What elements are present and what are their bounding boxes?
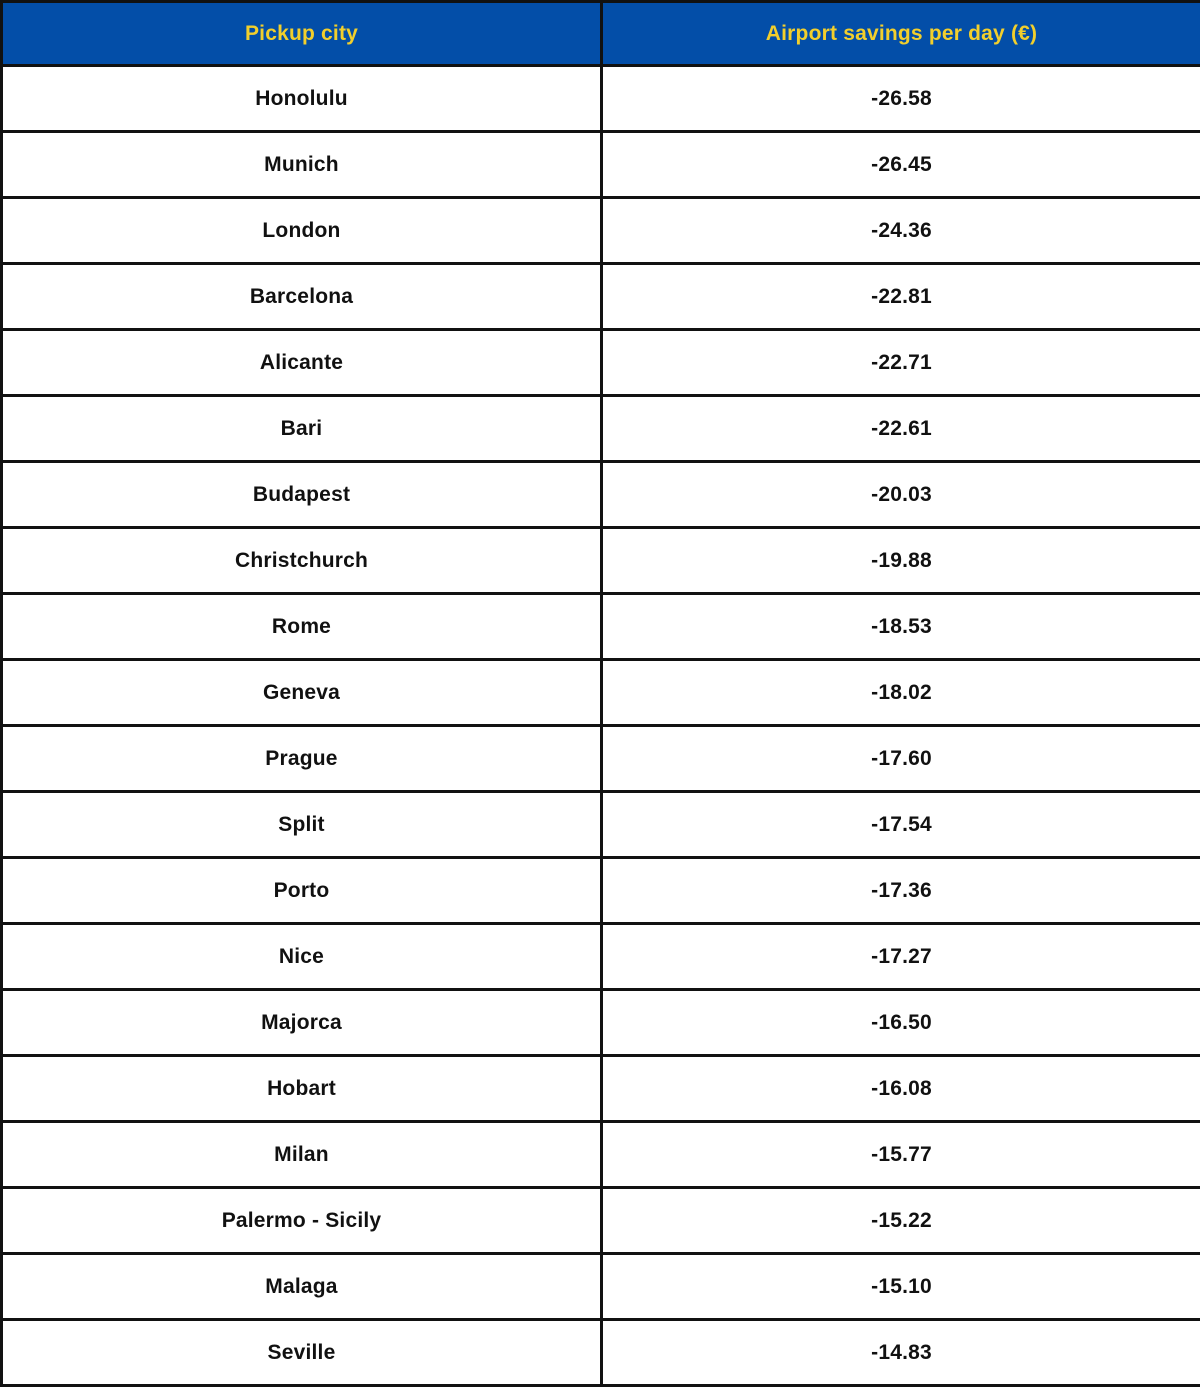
table-body — [2, 66, 1200, 1386]
airport-savings-cell: -17.54 — [602, 792, 1200, 858]
airport-savings-cell: -19.88 — [602, 528, 1200, 594]
pickup-city-cell: Alicante — [2, 330, 602, 396]
airport-savings-cell: -17.36 — [602, 858, 1200, 924]
table-row — [2, 1320, 1200, 1386]
table-row — [2, 66, 1200, 132]
table-row — [2, 396, 1200, 462]
pickup-city-cell: Split — [2, 792, 602, 858]
airport-savings-cell: -17.27 — [602, 924, 1200, 990]
pickup-city-cell: Budapest — [2, 462, 602, 528]
airport-savings-cell: -15.22 — [602, 1188, 1200, 1254]
pickup-city-cell: Rome — [2, 594, 602, 660]
table-row — [2, 528, 1200, 594]
table-row — [2, 264, 1200, 330]
pickup-city-cell: Milan — [2, 1122, 602, 1188]
pickup-city-cell: Malaga — [2, 1254, 602, 1320]
pickup-city-cell: Prague — [2, 726, 602, 792]
airport-savings-cell: -22.81 — [602, 264, 1200, 330]
pickup-city-cell: Geneva — [2, 660, 602, 726]
airport-savings-cell: -22.61 — [602, 396, 1200, 462]
pickup-city-cell: Christchurch — [2, 528, 602, 594]
pickup-city-cell: Hobart — [2, 1056, 602, 1122]
airport-savings-cell: -18.53 — [602, 594, 1200, 660]
column-header-airport-savings: Airport savings per day (€) — [602, 2, 1200, 66]
table-row — [2, 198, 1200, 264]
column-header-pickup-city: Pickup city — [2, 2, 602, 66]
table-row — [2, 462, 1200, 528]
table-header — [2, 2, 1200, 66]
airport-savings-cell: -24.36 — [602, 198, 1200, 264]
table-row — [2, 726, 1200, 792]
airport-savings-cell: -17.60 — [602, 726, 1200, 792]
pickup-city-cell: London — [2, 198, 602, 264]
table-row — [2, 1122, 1200, 1188]
airport-savings-cell: -16.50 — [602, 990, 1200, 1056]
pickup-city-cell: Nice — [2, 924, 602, 990]
airport-savings-cell: -26.58 — [602, 66, 1200, 132]
airport-savings-cell: -20.03 — [602, 462, 1200, 528]
table-row — [2, 792, 1200, 858]
header-row — [2, 2, 1200, 66]
table-row — [2, 660, 1200, 726]
pickup-city-cell: Barcelona — [2, 264, 602, 330]
table-row — [2, 858, 1200, 924]
airport-savings-cell: -15.10 — [602, 1254, 1200, 1320]
table-row — [2, 990, 1200, 1056]
pickup-city-cell: Palermo - Sicily — [2, 1188, 602, 1254]
pickup-city-cell: Seville — [2, 1320, 602, 1386]
table-row — [2, 330, 1200, 396]
pickup-city-cell: Porto — [2, 858, 602, 924]
airport-savings-cell: -14.83 — [602, 1320, 1200, 1386]
pickup-city-cell: Munich — [2, 132, 602, 198]
table-row — [2, 1254, 1200, 1320]
pickup-city-cell: Majorca — [2, 990, 602, 1056]
table-row — [2, 1056, 1200, 1122]
airport-savings-cell: -15.77 — [602, 1122, 1200, 1188]
table-row — [2, 132, 1200, 198]
airport-savings-cell: -16.08 — [602, 1056, 1200, 1122]
pickup-city-cell: Honolulu — [2, 66, 602, 132]
pickup-city-cell: Bari — [2, 396, 602, 462]
table-row — [2, 924, 1200, 990]
airport-savings-cell: -26.45 — [602, 132, 1200, 198]
airport-savings-cell: -18.02 — [602, 660, 1200, 726]
airport-savings-cell: -22.71 — [602, 330, 1200, 396]
table-row — [2, 594, 1200, 660]
table-row — [2, 1188, 1200, 1254]
